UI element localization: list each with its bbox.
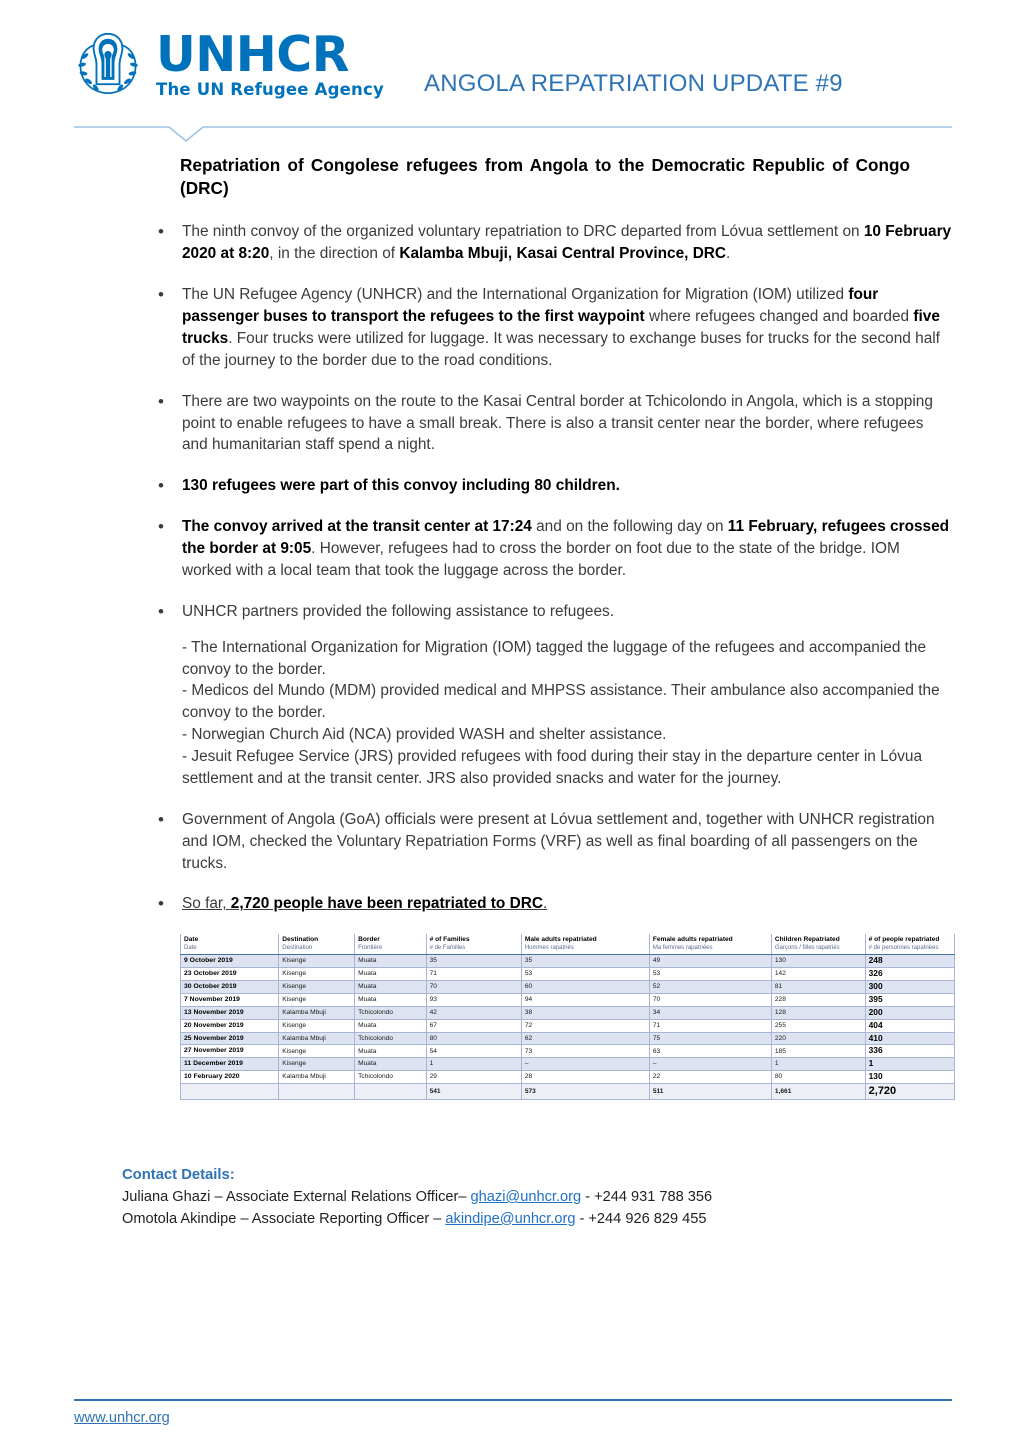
bullet-partners-sub-line-2: - Norwegian Church Aid (NCA) provided WASH and shelter assistance. bbox=[182, 726, 667, 744]
table-col-header-6 bbox=[771, 934, 865, 954]
table-col-header-fr-2: Frontière bbox=[358, 945, 383, 952]
table-cell-r5-c6: 255 bbox=[771, 1019, 865, 1032]
contact-heading: Contact Details: bbox=[122, 1167, 235, 1184]
footer-rule bbox=[74, 1399, 952, 1401]
table-cell-r6-c6: 220 bbox=[771, 1032, 865, 1045]
table-cell-r1-c0: 23 October 2019 bbox=[181, 968, 279, 981]
bullet-list bbox=[72, 221, 952, 915]
bullet-partners-text bbox=[182, 601, 952, 623]
bullet-transport-seg-4: . Four trucks were utilized for luggage. It was necessary to exchange buses for trucks for the second half of the journey to the border due to the road conditions. bbox=[182, 329, 940, 369]
table-col-header-en-1: Destination bbox=[282, 936, 319, 944]
table-cell-r6-c2: Tchicolondo bbox=[355, 1032, 426, 1045]
table-cell-r3-c5: 70 bbox=[649, 993, 771, 1006]
table-col-header-fr-7: # de personnes rapatriées bbox=[868, 945, 939, 952]
table-body bbox=[181, 955, 955, 1100]
bullet-convoy-departure-seg-2: , in the direction of bbox=[269, 245, 400, 263]
table-cell-r9-c2: Tchicolondo bbox=[355, 1071, 426, 1084]
table-cell-r2-c4: 60 bbox=[521, 980, 649, 993]
table-cell-r4-c5: 34 bbox=[649, 1006, 771, 1019]
unhcr-logo bbox=[72, 25, 384, 99]
table-cell-r2-c2: Muata bbox=[355, 980, 426, 993]
table-cell-r1-c2: Muata bbox=[355, 968, 426, 981]
table-row bbox=[181, 1019, 955, 1032]
bullet-partners bbox=[72, 601, 952, 790]
contact-lines bbox=[122, 1187, 952, 1230]
bullet-arrival-text bbox=[182, 516, 952, 582]
contact-phone-0: - +244 931 788 356 bbox=[581, 1189, 713, 1206]
table-cell-r6-c7: 410 bbox=[865, 1032, 954, 1045]
table-cell-r0-c6: 130 bbox=[771, 955, 865, 968]
repatriation-table bbox=[180, 934, 955, 1100]
contact-name-role-0: Juliana Ghazi – Associate External Relations Officer– bbox=[122, 1189, 471, 1206]
table-cell-r0-c2: Muata bbox=[355, 955, 426, 968]
table-col-header-fr-4: Hommes rapatriés bbox=[524, 945, 574, 952]
table-cell-r8-c2: Muata bbox=[355, 1058, 426, 1071]
page-title: ANGOLA REPATRIATION UPDATE #9 bbox=[424, 70, 843, 97]
table-cell-r3-c6: 228 bbox=[771, 993, 865, 1006]
table-total-cell-5: 511 bbox=[649, 1084, 771, 1100]
table-cell-r8-c0: 11 December 2019 bbox=[181, 1058, 279, 1071]
bullet-partners-sub-line-3: - Jesuit Refugee Service (JRS) provided refugees with food during their stay in the departure center in Lóvua settlement and at the transit center. JRS also provided snacks and water for the journey. bbox=[182, 748, 923, 787]
contact-name-role-1: Omotola Akindipe – Associate Reporting Officer – bbox=[122, 1210, 446, 1227]
table-cell-r5-c7: 404 bbox=[865, 1019, 954, 1032]
table-row bbox=[181, 1045, 955, 1058]
bullet-so-far-seg-0: So far, bbox=[182, 895, 231, 913]
contact-phone-1: - +244 926 829 455 bbox=[575, 1210, 707, 1227]
table-cell-r7-c4: 73 bbox=[521, 1045, 649, 1058]
table-col-header-7 bbox=[865, 934, 954, 954]
table-col-header-en-3: # of Families bbox=[429, 936, 470, 944]
table-total-cell-0 bbox=[181, 1084, 279, 1100]
table-cell-r3-c0: 7 November 2019 bbox=[181, 993, 279, 1006]
table-col-header-1 bbox=[279, 934, 355, 954]
table-cell-r3-c4: 94 bbox=[521, 993, 649, 1006]
table-cell-r3-c1: Kisenge bbox=[279, 993, 355, 1006]
bullet-convoy-departure-seg-1: 10 February 2020 at 8:20 bbox=[182, 223, 952, 263]
table-col-header-5 bbox=[649, 934, 771, 954]
footer-website-link[interactable]: www.unhcr.org bbox=[74, 1410, 170, 1426]
table-cell-r5-c1: Kisenge bbox=[279, 1019, 355, 1032]
table-total-cell-1 bbox=[279, 1084, 355, 1100]
bullet-government-text bbox=[182, 809, 952, 875]
table-cell-r7-c7: 336 bbox=[865, 1045, 954, 1058]
table-cell-r6-c5: 75 bbox=[649, 1032, 771, 1045]
contact-email-link-0[interactable]: ghazi@unhcr.org bbox=[470, 1189, 582, 1206]
table-cell-r8-c1: Kisenge bbox=[279, 1058, 355, 1071]
table-cell-r5-c2: Muata bbox=[355, 1019, 426, 1032]
bullet-government-seg-0: Government of Angola (GoA) officials were present at Lóvua settlement and, together with UNHCR registration and IOM, checked the Voluntary Repatriation Forms (VRF) as well as final boarding of all passengers on the trucks. bbox=[182, 810, 935, 872]
table-cell-r2-c0: 30 October 2019 bbox=[181, 980, 279, 993]
table-col-header-0 bbox=[181, 934, 279, 954]
table-row bbox=[181, 1058, 955, 1071]
table-row bbox=[181, 968, 955, 981]
table-col-header-en-7: # of people repatriated bbox=[868, 936, 940, 944]
table-row bbox=[181, 1032, 955, 1045]
table-total-cell-2 bbox=[355, 1084, 426, 1100]
table-row bbox=[181, 955, 955, 968]
table-cell-r4-c4: 38 bbox=[521, 1006, 649, 1019]
contact-details bbox=[122, 1165, 952, 1230]
table-cell-r7-c5: 63 bbox=[649, 1045, 771, 1058]
table-col-header-fr-1: Destination bbox=[282, 945, 313, 952]
table-col-header-en-2: Border bbox=[358, 936, 380, 944]
table-cell-r8-c6: 1 bbox=[771, 1058, 865, 1071]
bullet-refugee-count-text bbox=[182, 475, 952, 497]
bullet-partners-sub-line-1: - Medicos del Mundo (MDM) provided medical and MHPSS assistance. Their ambulance also accompanied the convoy to the border. bbox=[182, 682, 940, 722]
table-col-header-en-5: Female adults repatriated bbox=[652, 936, 733, 944]
table-cell-r6-c1: Kalamba Mbuji bbox=[279, 1032, 355, 1045]
bullet-transport-text bbox=[182, 284, 952, 372]
table-cell-r9-c5: 22 bbox=[649, 1071, 771, 1084]
table-cell-r2-c5: 52 bbox=[649, 980, 771, 993]
table-row bbox=[181, 980, 955, 993]
table-col-header-fr-6: Garçons / filles rapatriés bbox=[774, 945, 840, 952]
table-cell-r2-c7: 300 bbox=[865, 980, 954, 993]
bullet-so-far bbox=[72, 893, 952, 915]
table-cell-r6-c3: 80 bbox=[426, 1032, 521, 1045]
table-cell-r0-c5: 49 bbox=[649, 955, 771, 968]
bullet-partners-sub-list bbox=[182, 637, 952, 790]
table-cell-r2-c6: 81 bbox=[771, 980, 865, 993]
bullet-arrival-seg-0: The convoy arrived at the transit center at 17:24 bbox=[182, 518, 532, 536]
table-row bbox=[181, 1006, 955, 1019]
document-heading: Repatriation of Congolese refugees from Angola to the Democratic Republic of Congo (DRC) bbox=[180, 155, 910, 198]
table-cell-r3-c7: 395 bbox=[865, 993, 954, 1006]
table-total-cell-4: 573 bbox=[521, 1084, 649, 1100]
contact-line-0 bbox=[122, 1187, 952, 1209]
table-cell-r4-c3: 42 bbox=[426, 1006, 521, 1019]
table-cell-r8-c3: 1 bbox=[426, 1058, 521, 1071]
table-cell-r4-c1: Kalamba Mbuji bbox=[279, 1006, 355, 1019]
bullet-so-far-text bbox=[182, 893, 952, 915]
table-col-header-4 bbox=[521, 934, 649, 954]
unhcr-emblem-icon bbox=[72, 29, 144, 99]
table-cell-r9-c4: 28 bbox=[521, 1071, 649, 1084]
table-cell-r1-c4: 53 bbox=[521, 968, 649, 981]
unhcr-wordmark bbox=[156, 25, 384, 99]
bullet-arrival-seg-3: . However, refugees had to cross the border on foot due to the state of the bridge. IOM worked with a local team that took the luggage across the border. bbox=[182, 540, 900, 579]
table-cell-r9-c7: 130 bbox=[865, 1071, 954, 1084]
bullet-transport-seg-1: four passenger buses to transport the refugees to the first waypoint bbox=[182, 286, 879, 326]
unhcr-tagline: The UN Refugee Agency bbox=[156, 79, 384, 99]
table-cell-r7-c3: 54 bbox=[426, 1045, 521, 1058]
table-total-cell-6: 1,661 bbox=[771, 1084, 865, 1100]
bullet-transport-seg-3: five trucks bbox=[182, 308, 940, 347]
table-row bbox=[181, 1071, 955, 1084]
bullet-convoy-departure-seg-0: The ninth convoy of the organized voluntary repatriation to DRC departed from Lóvua settlement on bbox=[182, 223, 864, 241]
table-cell-r4-c0: 13 November 2019 bbox=[181, 1006, 279, 1019]
table-cell-r1-c5: 53 bbox=[649, 968, 771, 981]
table-cell-r9-c3: 29 bbox=[426, 1071, 521, 1084]
table-cell-r1-c7: 326 bbox=[865, 968, 954, 981]
bullet-waypoints-text bbox=[182, 391, 952, 457]
table-cell-r7-c6: 185 bbox=[771, 1045, 865, 1058]
table-cell-r0-c7: 248 bbox=[865, 955, 954, 968]
table-cell-r9-c0: 10 February 2020 bbox=[181, 1071, 279, 1084]
bullet-partners-seg-0: UNHCR partners provided the following assistance to refugees. bbox=[182, 602, 615, 620]
bullet-partners-sub-line-0: - The International Organization for Migration (IOM) tagged the luggage of the refugees and accompanied the convoy to the border. bbox=[182, 638, 927, 678]
table-cell-r4-c2: Tchicolondo bbox=[355, 1006, 426, 1019]
table-col-header-2 bbox=[355, 934, 426, 954]
table-cell-r5-c0: 20 November 2019 bbox=[181, 1019, 279, 1032]
bullet-refugee-count bbox=[72, 475, 952, 497]
table-cell-r8-c4: – bbox=[521, 1058, 649, 1071]
bullet-so-far-seg-2: . bbox=[542, 895, 548, 913]
table-cell-r3-c2: Muata bbox=[355, 993, 426, 1006]
contact-line-1 bbox=[122, 1209, 952, 1231]
table-cell-r0-c0: 9 October 2019 bbox=[181, 955, 279, 968]
table-totals-row bbox=[181, 1084, 955, 1100]
bullet-convoy-departure-seg-3: Kalamba Mbuji, Kasai Central Province, DRC bbox=[399, 245, 727, 263]
table-cell-r7-c2: Muata bbox=[355, 1045, 426, 1058]
table-cell-r1-c1: Kisenge bbox=[279, 968, 355, 981]
table-cell-r5-c4: 72 bbox=[521, 1019, 649, 1032]
table-header bbox=[181, 934, 955, 954]
bullet-convoy-departure-text bbox=[182, 221, 952, 265]
header-divider bbox=[74, 126, 952, 144]
table-cell-r0-c3: 35 bbox=[426, 955, 521, 968]
table-cell-r5-c5: 71 bbox=[649, 1019, 771, 1032]
table-cell-r0-c4: 35 bbox=[521, 955, 649, 968]
table-cell-r1-c3: 71 bbox=[426, 968, 521, 981]
header-divider-shape bbox=[74, 126, 952, 144]
table-col-header-fr-0: Date bbox=[184, 945, 197, 952]
table-col-header-en-6: Children Repatriated bbox=[774, 936, 840, 944]
bullet-so-far-seg-1: 2,720 people have been repatriated to DRC bbox=[230, 895, 543, 913]
unhcr-name: UNHCR bbox=[156, 25, 349, 83]
table-cell-r4-c6: 128 bbox=[771, 1006, 865, 1019]
table-cell-r4-c7: 200 bbox=[865, 1006, 954, 1019]
table-cell-r8-c7: 1 bbox=[865, 1058, 954, 1071]
table-total-cell-3: 541 bbox=[426, 1084, 521, 1100]
table-col-header-fr-3: # de Familles bbox=[429, 945, 466, 952]
table-header-row bbox=[181, 934, 955, 954]
bullet-government bbox=[72, 809, 952, 875]
table-col-header-3 bbox=[426, 934, 521, 954]
table-row bbox=[181, 993, 955, 1006]
table-cell-r2-c1: Kisenge bbox=[279, 980, 355, 993]
table-cell-r5-c3: 67 bbox=[426, 1019, 521, 1032]
table-cell-r8-c5: – bbox=[649, 1058, 771, 1071]
repatriation-table-wrapper bbox=[180, 934, 955, 1100]
table-cell-r3-c3: 93 bbox=[426, 993, 521, 1006]
bullet-convoy-departure bbox=[72, 221, 952, 265]
bullet-arrival bbox=[72, 516, 952, 582]
bullet-arrival-seg-2: 11 February, refugees crossed the border at 9:05 bbox=[182, 518, 950, 558]
table-cell-r1-c6: 142 bbox=[771, 968, 865, 981]
table-cell-r9-c1: Kalamba Mbuji bbox=[279, 1071, 355, 1084]
table-cell-r2-c3: 70 bbox=[426, 980, 521, 993]
bullet-waypoints bbox=[72, 391, 952, 457]
table-cell-r9-c6: 80 bbox=[771, 1071, 865, 1084]
bullet-transport-seg-2: where refugees changed and boarded bbox=[644, 308, 914, 326]
bullet-refugee-count-seg-0: 130 refugees were part of this convoy including 80 children. bbox=[182, 477, 620, 495]
page-header bbox=[0, 0, 1024, 128]
table-cell-r6-c4: 62 bbox=[521, 1032, 649, 1045]
table-col-header-fr-5: Ma femmes rapatriées bbox=[652, 945, 713, 952]
table-col-header-en-0: Date bbox=[184, 936, 199, 944]
table-cell-r6-c0: 25 November 2019 bbox=[181, 1032, 279, 1045]
table-cell-r7-c1: Kisenge bbox=[279, 1045, 355, 1058]
bullet-waypoints-seg-0: There are two waypoints on the route to the Kasai Central border at Tchicolondo in Angola, which is a stopping point to enable refugees to have a small break. There is also a transit center near the border, where refugees and humanitarian staff spend a night. bbox=[182, 392, 933, 454]
bullet-convoy-departure-seg-4: . bbox=[726, 245, 731, 263]
table-total-cell-7: 2,720 bbox=[865, 1084, 954, 1100]
page-footer bbox=[74, 1399, 952, 1427]
bullet-transport bbox=[72, 284, 952, 372]
document-body bbox=[72, 128, 952, 1230]
bullet-arrival-seg-1: and on the following day on bbox=[531, 518, 728, 536]
bullet-transport-seg-0: The UN Refugee Agency (UNHCR) and the International Organization for Migration (IOM) utilized bbox=[182, 286, 849, 304]
table-cell-r0-c1: Kisenge bbox=[279, 955, 355, 968]
table-col-header-en-4: Male adults repatriated bbox=[524, 936, 597, 944]
table-cell-r7-c0: 27 November 2019 bbox=[181, 1045, 279, 1058]
contact-email-link-1[interactable]: akindipe@unhcr.org bbox=[445, 1210, 576, 1227]
